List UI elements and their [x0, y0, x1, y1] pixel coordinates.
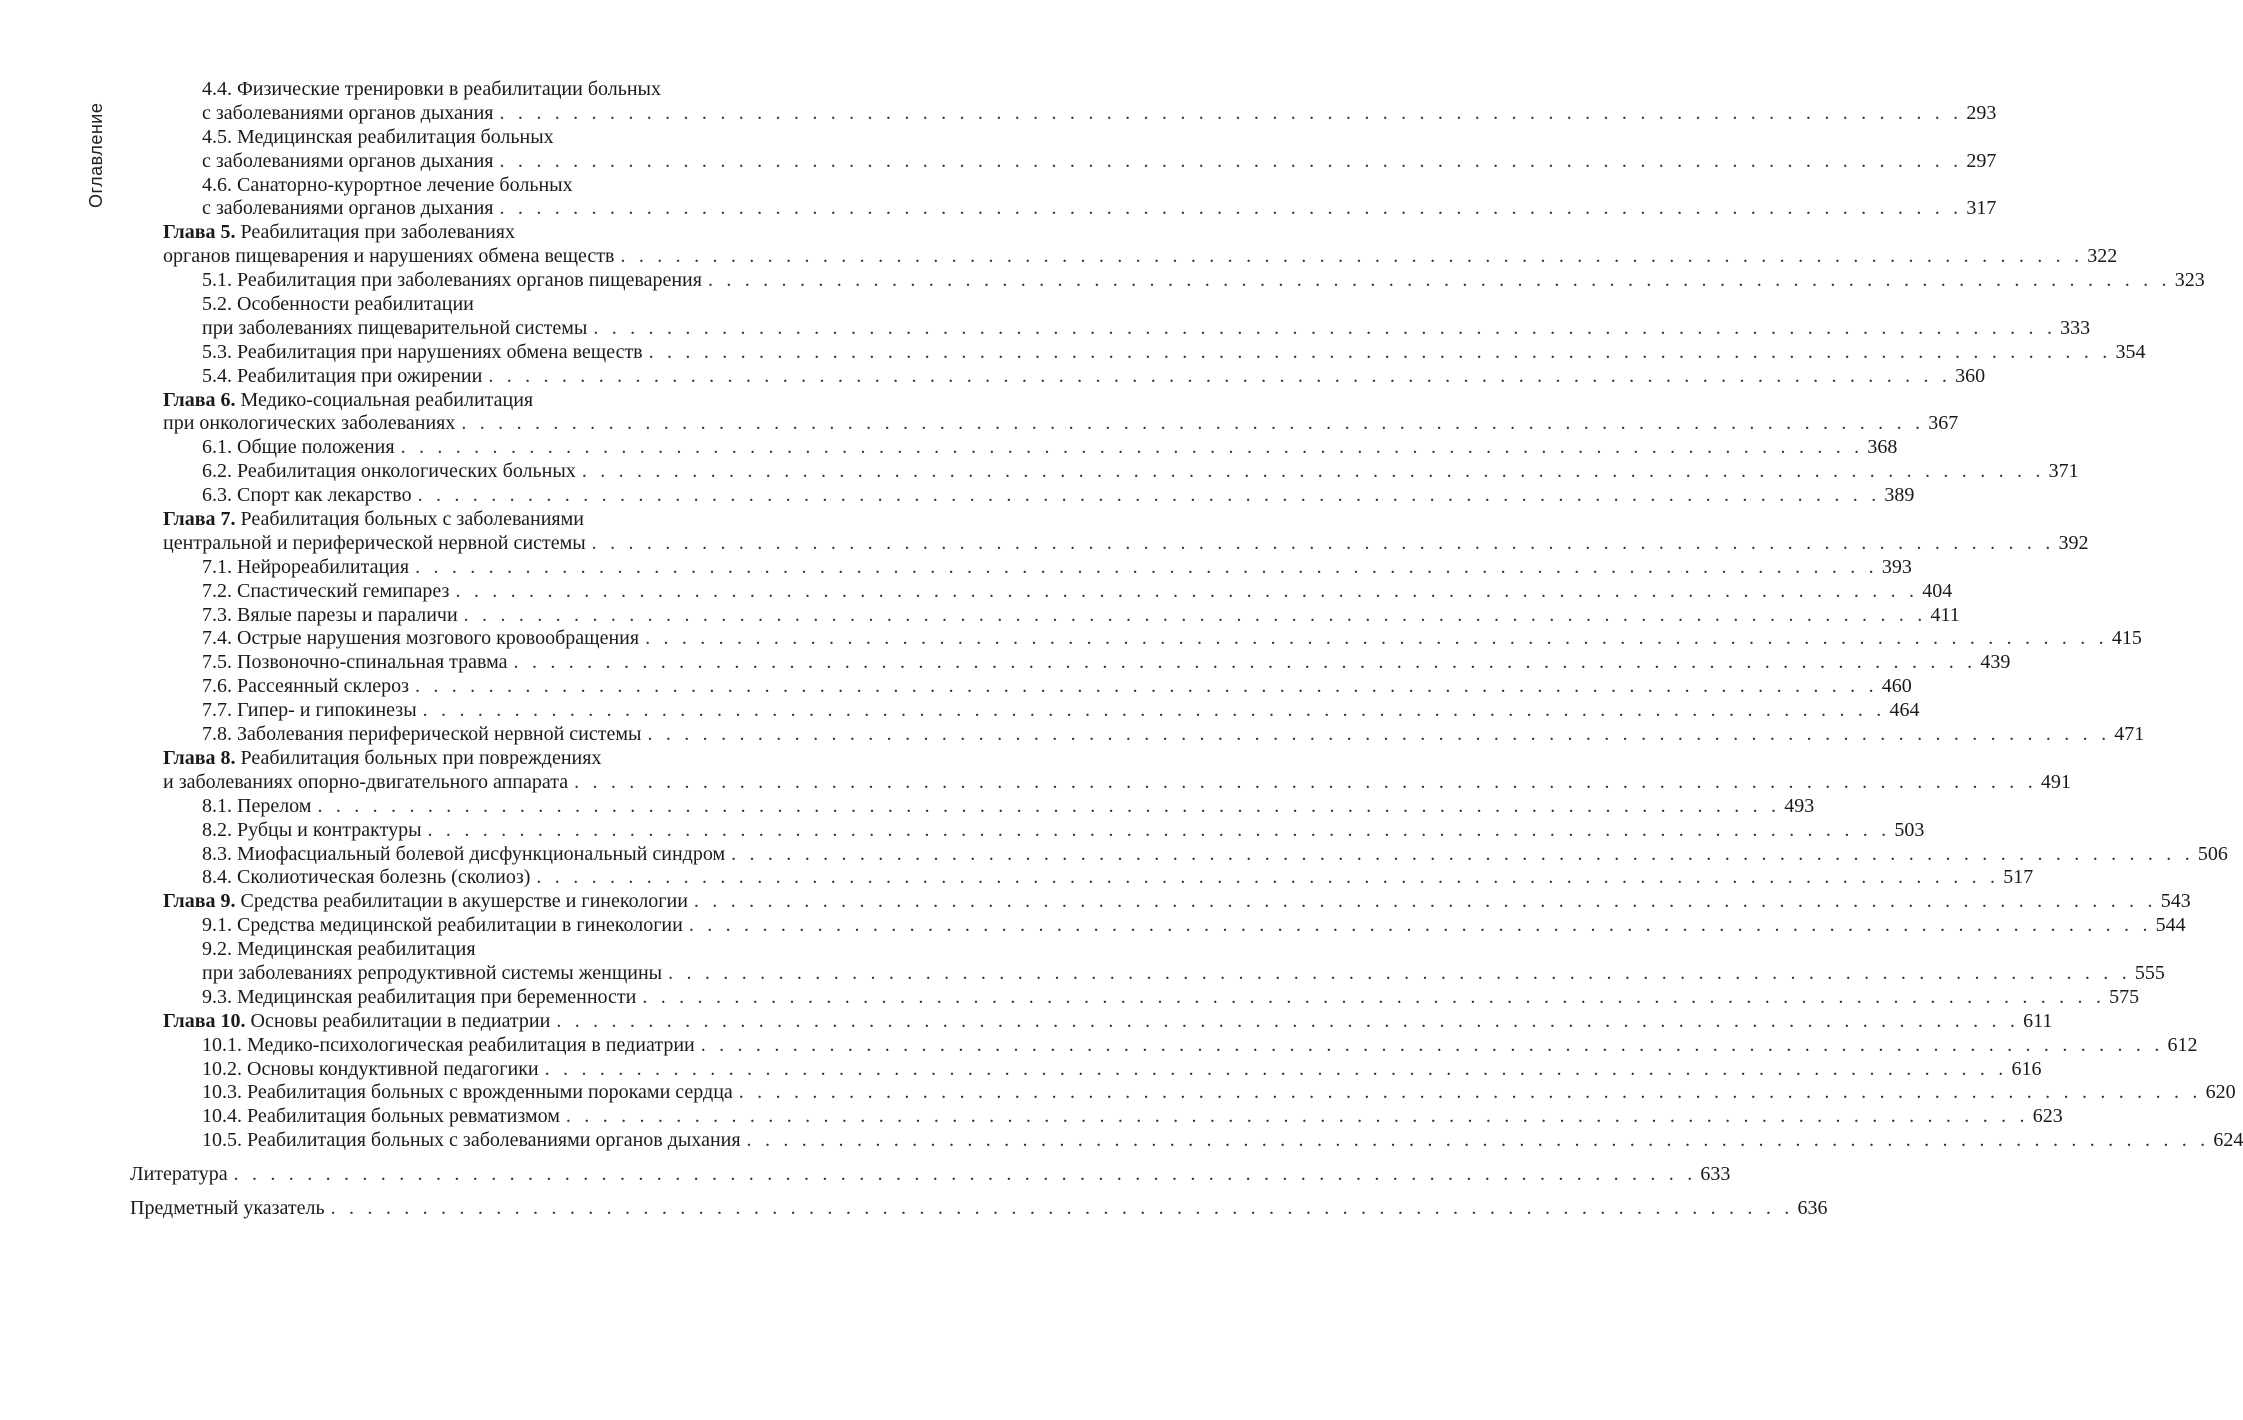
toc-entry-title: [202, 174, 573, 198]
page-number: 506: [2197, 842, 2228, 865]
toc-entry: [0, 484, 1915, 508]
toc-entry-text: при заболеваниях репродуктивной системы женщины: [202, 961, 663, 984]
toc-entry-text: Реабилитация больных с заболеваниями: [235, 508, 584, 531]
toc-entry-title: [163, 221, 515, 245]
toc-entry-text: 4.4. Физические тренировки в реабилитации больных: [202, 78, 661, 100]
leader-dots: . . . . . . . . . . . . . . . . . . . . . . . . . . . . . . . . . . . . . . . . . . . . . . . . . . . . . . . . . . . . . . . . . . . . . . . . . . . . . . . .: [593, 316, 2057, 339]
toc-entry-text: 7.6. Рассеянный склероз: [202, 675, 409, 698]
toc-entry-text: 7.2. Спастический гемипарез: [202, 579, 450, 602]
toc-entry: [0, 699, 1920, 723]
toc-entry-title: [202, 197, 494, 221]
leader-dots: . . . . . . . . . . . . . . . . . . . . . . . . . . . . . . . . . . . . . . . . . . . . . . . . . . . . . . . . . . . . . . . . . . . . . . . . . . . . . . . .: [620, 245, 2084, 268]
page-number: 323: [2174, 269, 2205, 292]
toc-entry: [0, 531, 2089, 556]
toc-entry: [0, 1196, 1828, 1221]
leader-dots: . . . . . . . . . . . . . . . . . . . . . . . . . . . . . . . . . . . . . . . . . . . . . . . . . . . . . . . . . . . . . . . . . . . . . . . . . . . . . . . .: [488, 364, 1952, 387]
page-number: 415: [2111, 627, 2142, 650]
toc-entry-text: 8.4. Сколиотическая болезнь (сколиоз): [202, 866, 531, 889]
toc-entry-text: 6.2. Реабилитация онкологических больных: [202, 460, 576, 483]
toc-entry-title: [163, 890, 688, 914]
leader-dots: . . . . . . . . . . . . . . . . . . . . . . . . . . . . . . . . . . . . . . . . . . . . . . . . . . . . . . . . . . . . . . . . . . . . . . . . . . . . . . . .: [688, 914, 2152, 937]
toc-entry: [0, 1163, 1731, 1187]
toc-entry-text: при онкологических заболеваниях: [163, 412, 456, 435]
toc-entry-text: 4.5. Медицинская реабилитация больных: [202, 125, 554, 148]
toc-entry: [0, 794, 1815, 819]
leader-dots: . . . . . . . . . . . . . . . . . . . . . . . . . . . . . . . . . . . . . . . . . . . . . . . . . . . . . . . . . . . . . . . . . . . . . . . . . . . . . . . .: [400, 436, 1864, 459]
toc-entry: [0, 1081, 2236, 1105]
page-number: 543: [2160, 890, 2191, 913]
page-number: 620: [2205, 1081, 2236, 1104]
page-number: 623: [2032, 1105, 2063, 1128]
toc-entry-title: [202, 1105, 560, 1129]
leader-dots: . . . . . . . . . . . . . . . . . . . . . . . . . . . . . . . . . . . . . . . . . . . . . . . . . . . . . . . . . . . . . . . . . . . . . . . . . . . . . . . .: [422, 699, 1886, 722]
toc-entry-text: 9.2. Медицинская реабилитация: [202, 938, 476, 961]
leader-dots: . . . . . . . . . . . . . . . . . . . . . . . . . . . . . . . . . . . . . . . . . . . . . . . . . . . . . . . . . . . . . . . . . . . . . . . . . . . . . . . .: [556, 1009, 2020, 1032]
leader-dots: . . . . . . . . . . . . . . . . . . . . . . . . . . . . . . . . . . . . . . . . . . . . . . . . . . . . . . . . . . . . . . . . . . . . . . . . . . . . . . . .: [565, 1105, 2029, 1128]
page-number: 555: [2134, 961, 2165, 984]
toc-entry-text: с заболеваниями органов дыхания: [202, 197, 494, 220]
page-number: 491: [2040, 770, 2071, 793]
page-number: 389: [1884, 484, 1915, 507]
toc-entry-text: 8.3. Миофасциальный болевой дисфункциональный синдром: [202, 842, 726, 865]
toc-entry-title: [202, 819, 422, 843]
page-number: 439: [1980, 651, 2011, 674]
toc-entry: [0, 78, 1000, 102]
toc-entry-title: [202, 365, 482, 389]
page-number: 371: [2048, 460, 2079, 483]
page-number: 624: [2213, 1129, 2243, 1152]
toc-entry-title: [202, 1129, 741, 1153]
toc-entry-text: с заболеваниями органов дыхания: [202, 149, 494, 172]
page-number: 633: [1700, 1163, 1731, 1186]
toc-entry: [0, 770, 2071, 795]
leader-dots: . . . . . . . . . . . . . . . . . . . . . . . . . . . . . . . . . . . . . . . . . . . . . . . . . . . . . . . . . . . . . . . . . . . . . . . . . . . . . . . .: [233, 1163, 1697, 1186]
chapter-label: Глава 5.: [163, 221, 236, 244]
leader-dots: . . . . . . . . . . . . . . . . . . . . . . . . . . . . . . . . . . . . . . . . . . . . . . . . . . . . . . . . . . . . . . . . . . . . . . . . . . . . . . . .: [581, 460, 2045, 483]
toc-entry: [0, 1105, 2063, 1129]
toc-entry-text: Реабилитация при заболеваниях: [235, 221, 516, 244]
toc-entry-title: [202, 1081, 733, 1105]
toc-entry: [0, 890, 2191, 914]
page-number: 297: [1966, 149, 1997, 172]
toc-entry: [0, 364, 1986, 389]
leader-dots: . . . . . . . . . . . . . . . . . . . . . . . . . . . . . . . . . . . . . . . . . . . . . . . . . . . . . . . . . . . . . . . . . . . . . . . . . . . . . . . .: [746, 1129, 2210, 1152]
toc-entry: [0, 985, 2140, 1010]
toc-entry: [0, 1129, 2243, 1153]
toc-entry-title: [163, 747, 601, 771]
toc-entry-title: [202, 675, 409, 699]
toc-entry-title: [202, 150, 494, 174]
toc-entry-title: [202, 1034, 695, 1058]
toc-entry: [0, 340, 2146, 365]
toc-entry-title: [202, 723, 641, 747]
toc-entry-text: органов пищеварения и нарушениях обмена веществ: [163, 245, 615, 268]
toc-entry-text: 10.4. Реабилитация больных ревматизмом: [202, 1105, 560, 1128]
toc-entry-text: 6.1. Общие положения: [202, 436, 395, 459]
toc-entry-title: [163, 771, 568, 795]
toc-entry-text: Медико-социальная реабилитация: [235, 388, 534, 411]
toc-entry-title: [202, 341, 643, 365]
toc-entry: [0, 818, 1925, 843]
toc-entry-title: [202, 1058, 539, 1082]
toc-entry-text: Реабилитация больных при повреждениях: [235, 746, 602, 769]
leader-dots: . . . . . . . . . . . . . . . . . . . . . . . . . . . . . . . . . . . . . . . . . . . . . . . . . . . . . . . . . . . . . . . . . . . . . . . . . . . . . . . .: [738, 1081, 2202, 1104]
toc-entry-text: 9.3. Медицинская реабилитация при беременности: [202, 985, 637, 1008]
toc-entry: [0, 412, 1959, 436]
toc-entry-title: [202, 651, 508, 675]
toc-entry-title: [202, 317, 587, 341]
toc-entry-text: центральной и периферической нервной системы: [163, 531, 586, 554]
leader-dots: . . . . . . . . . . . . . . . . . . . . . . . . . . . . . . . . . . . . . . . . . . . . . . . . . . . . . . . . . . . . . . . . . . . . . . . . . . . . . . . .: [513, 651, 1977, 674]
toc-entry-title: [163, 532, 586, 556]
leader-dots: . . . . . . . . . . . . . . . . . . . . . . . . . . . . . . . . . . . . . . . . . . . . . . . . . . . . . . . . . . . . . . . . . . . . . . . . . . . . . . . .: [499, 149, 1963, 172]
chapter-label: Глава 7.: [163, 508, 236, 531]
page-number: 404: [1922, 579, 1953, 602]
toc-entry: [0, 101, 1997, 126]
leader-dots: . . . . . . . . . . . . . . . . . . . . . . . . . . . . . . . . . . . . . . . . . . . . . . . . . . . . . . . . . . . . . . . . . . . . . . . . . . . . . . . .: [707, 269, 2171, 292]
table-of-contents: [0, 78, 2243, 1221]
page-number: 392: [2058, 531, 2089, 554]
toc-entry-text: Основы реабилитации в педиатрии: [245, 1009, 551, 1032]
toc-entry-title: [130, 1197, 325, 1221]
toc-entry-text: 5.3. Реабилитация при нарушениях обмена веществ: [202, 340, 643, 363]
leader-dots: . . . . . . . . . . . . . . . . . . . . . . . . . . . . . . . . . . . . . . . . . . . . . . . . . . . . . . . . . . . . . . . . . . . . . . . . . . . . . . . .: [417, 484, 1881, 507]
toc-entry: [0, 651, 2011, 675]
toc-entry-title: [202, 699, 417, 723]
toc-entry: [0, 938, 1000, 962]
leader-dots: . . . . . . . . . . . . . . . . . . . . . . . . . . . . . . . . . . . . . . . . . . . . . . . . . . . . . . . . . . . . . . . . . . . . . . . . . . . . . . . .: [463, 603, 1927, 626]
page-number: 611: [2023, 1009, 2053, 1032]
chapter-label: Глава 8.: [163, 746, 236, 769]
toc-entry: [0, 1033, 2198, 1058]
toc-entry: [0, 1009, 2053, 1034]
page-number: 471: [2114, 723, 2145, 746]
toc-entry-text: 10.2. Основы кондуктивной педагогики: [202, 1057, 539, 1080]
running-head-label: Оглавление: [86, 102, 106, 208]
toc-entry: [0, 436, 1898, 460]
toc-entry-text: Литература: [130, 1163, 228, 1186]
toc-entry-text: 10.1. Медико-психологическая реабилитация в педиатрии: [202, 1033, 695, 1056]
toc-entry-title: [202, 627, 639, 651]
toc-entry-text: Средства реабилитации в акушерстве и гинекологии: [235, 890, 688, 913]
toc-entry-text: 5.2. Особенности реабилитации: [202, 293, 474, 316]
toc-entry-title: [202, 436, 395, 460]
toc-entry: [0, 460, 2079, 484]
toc-entry-title: [202, 843, 725, 867]
leader-dots: . . . . . . . . . . . . . . . . . . . . . . . . . . . . . . . . . . . . . . . . . . . . . . . . . . . . . . . . . . . . . . . . . . . . . . . . . . . . . . . .: [330, 1196, 1794, 1219]
page-number: 464: [1889, 699, 1920, 722]
page-number: 544: [2155, 914, 2186, 937]
toc-entry-text: 7.4. Острые нарушения мозгового кровообращения: [202, 627, 640, 650]
toc-entry-title: [163, 508, 584, 532]
toc-entry: [0, 221, 1000, 245]
leader-dots: . . . . . . . . . . . . . . . . . . . . . . . . . . . . . . . . . . . . . . . . . . . . . . . . . . . . . . . . . . . . . . . . . . . . . . . . . . . . . . . .: [648, 340, 2112, 363]
leader-dots: . . . . . . . . . . . . . . . . . . . . . . . . . . . . . . . . . . . . . . . . . . . . . . . . . . . . . . . . . . . . . . . . . . . . . . . . . . . . . . . .: [415, 555, 1878, 578]
leader-dots: . . . . . . . . . . . . . . . . . . . . . . . . . . . . . . . . . . . . . . . . . . . . . . . . . . . . . . . . . . . . . . . . . . . . . . . . . . . . . . . .: [668, 961, 2131, 984]
toc-entry: [0, 555, 1912, 580]
leader-dots: . . . . . . . . . . . . . . . . . . . . . . . . . . . . . . . . . . . . . . . . . . . . . . . . . . . . . . . . . . . . . . . . . . . . . . . . . . . . . . . .: [591, 531, 2055, 554]
page-number: 517: [2003, 866, 2034, 889]
toc-entry-title: [202, 556, 409, 580]
toc-entry-text: Предметный указатель: [130, 1196, 325, 1219]
page-number: 616: [2011, 1057, 2042, 1080]
toc-entry: [0, 174, 1000, 198]
toc-entry-text: 9.1. Средства медицинской реабилитации в гинекологии: [202, 914, 683, 937]
page-number: 575: [2109, 985, 2140, 1008]
toc-entry-text: 10.5. Реабилитация больных с заболеваниями органов дыхания: [202, 1129, 741, 1152]
leader-dots: . . . . . . . . . . . . . . . . . . . . . . . . . . . . . . . . . . . . . . . . . . . . . . . . . . . . . . . . . . . . . . . . . . . . . . . . . . . . . . . .: [731, 842, 2194, 865]
toc-entry-text: 10.3. Реабилитация больных с врожденными пороками сердца: [202, 1081, 733, 1104]
leader-dots: . . . . . . . . . . . . . . . . . . . . . . . . . . . . . . . . . . . . . . . . . . . . . . . . . . . . . . . . . . . . . . . . . . . . . . . . . . . . . . . .: [455, 579, 1919, 602]
toc-entry-title: [202, 269, 702, 293]
page-number: 317: [1966, 197, 1997, 220]
page-number: 367: [1928, 412, 1959, 435]
leader-dots: . . . . . . . . . . . . . . . . . . . . . . . . . . . . . . . . . . . . . . . . . . . . . . . . . . . . . . . . . . . . . . . . . . . . . . . . . . . . . . . .: [427, 818, 1891, 841]
leader-dots: . . . . . . . . . . . . . . . . . . . . . . . . . . . . . . . . . . . . . . . . . . . . . . . . . . . . . . . . . . . . . . . . . . . . . . . . . . . . . . . .: [700, 1033, 2164, 1056]
toc-entry-title: [202, 795, 311, 819]
leader-dots: . . . . . . . . . . . . . . . . . . . . . . . . . . . . . . . . . . . . . . . . . . . . . . . . . . . . . . . . . . . . . . . . . . . . . . . . . . . . . . . .: [499, 101, 1963, 124]
toc-entry: [0, 389, 1000, 413]
toc-entry-text: и заболеваниях опорно-двигательного аппарата: [163, 770, 569, 793]
toc-entry-text: с заболеваниями органов дыхания: [202, 101, 494, 124]
leader-dots: . . . . . . . . . . . . . . . . . . . . . . . . . . . . . . . . . . . . . . . . . . . . . . . . . . . . . . . . . . . . . . . . . . . . . . . . . . . . . . . .: [574, 770, 2037, 793]
page-number: 411: [1930, 603, 1960, 626]
toc-entry-title: [202, 914, 683, 938]
toc-entry: [0, 149, 1997, 174]
leader-dots: . . . . . . . . . . . . . . . . . . . . . . . . . . . . . . . . . . . . . . . . . . . . . . . . . . . . . . . . . . . . . . . . . . . . . . . . . . . . . . . .: [499, 197, 1963, 220]
toc-entry-title: [163, 245, 614, 269]
toc-entry-text: 7.3. Вялые парезы и параличи: [202, 603, 458, 626]
toc-entry: [0, 866, 2034, 890]
leader-dots: . . . . . . . . . . . . . . . . . . . . . . . . . . . . . . . . . . . . . . . . . . . . . . . . . . . . . . . . . . . . . . . . . . . . . . . . . . . . . . . .: [642, 985, 2106, 1008]
toc-entry: [0, 126, 1000, 150]
toc-entry: [0, 675, 1912, 699]
page-number: 493: [1784, 794, 1815, 817]
toc-entry-title: [202, 484, 412, 508]
toc-entry-title: [202, 293, 474, 317]
toc-entry: [0, 914, 2186, 938]
page-number: 503: [1894, 818, 1925, 841]
toc-entry-title: [130, 1163, 228, 1187]
toc-entry: [0, 961, 2165, 986]
chapter-label: Глава 10.: [163, 1009, 246, 1032]
toc-entry-title: [163, 412, 455, 436]
toc-entry-text: 6.3. Спорт как лекарство: [202, 484, 412, 507]
toc-entry: [0, 627, 2142, 651]
toc-entry: [0, 579, 1953, 604]
toc-entry-title: [202, 986, 636, 1010]
toc-entry: [0, 723, 2145, 747]
toc-entry-title: [202, 580, 449, 604]
toc-entry-text: 7.8. Заболевания периферической нервной системы: [202, 723, 642, 746]
toc-entry-title: [202, 962, 662, 986]
toc-entry: [0, 1057, 2042, 1082]
toc-entry: [0, 508, 1000, 532]
toc-entry-text: 7.7. Гипер- и гипокинезы: [202, 699, 417, 722]
page-number: 360: [1955, 364, 1986, 387]
toc-entry-title: [202, 78, 661, 102]
toc-entry-title: [202, 102, 494, 126]
toc-entry-title: [163, 1010, 550, 1034]
page-number: 393: [1881, 555, 1912, 578]
toc-entry: [0, 316, 2091, 341]
page-number: 333: [2060, 316, 2091, 339]
page-number: 460: [1881, 675, 1912, 698]
toc-entry: [0, 747, 1000, 771]
leader-dots: . . . . . . . . . . . . . . . . . . . . . . . . . . . . . . . . . . . . . . . . . . . . . . . . . . . . . . . . . . . . . . . . . . . . . . . . . . . . . . . .: [536, 866, 2000, 889]
toc-entry-title: [202, 938, 476, 962]
page-number: 293: [1966, 101, 1997, 124]
toc-entry-title: [202, 604, 458, 628]
toc-entry-text: 5.1. Реабилитация при заболеваниях органов пищеварения: [202, 269, 702, 292]
leader-dots: . . . . . . . . . . . . . . . . . . . . . . . . . . . . . . . . . . . . . . . . . . . . . . . . . . . . . . . . . . . . . . . . . . . . . . . . . . . . . . . .: [461, 412, 1925, 435]
toc-entry-text: 8.1. Перелом: [202, 794, 312, 817]
toc-entry: [0, 269, 2205, 293]
toc-entry-text: 5.4. Реабилитация при ожирении: [202, 364, 483, 387]
page-number: 368: [1867, 436, 1898, 459]
chapter-label: Глава 9.: [163, 890, 236, 913]
leader-dots: . . . . . . . . . . . . . . . . . . . . . . . . . . . . . . . . . . . . . . . . . . . . . . . . . . . . . . . . . . . . . . . . . . . . . . . . . . . . . . . .: [544, 1057, 2008, 1080]
toc-entry: [0, 245, 2118, 269]
toc-entry: [0, 603, 1960, 628]
toc-entry-text: 7.1. Нейрореабилитация: [202, 555, 410, 578]
page-number: 354: [2115, 340, 2146, 363]
toc-entry-title: [163, 389, 533, 413]
toc-entry-title: [202, 460, 576, 484]
chapter-label: Глава 6.: [163, 388, 236, 411]
leader-dots: . . . . . . . . . . . . . . . . . . . . . . . . . . . . . . . . . . . . . . . . . . . . . . . . . . . . . . . . . . . . . . . . . . . . . . . . . . . . . . . .: [693, 890, 2157, 913]
leader-dots: . . . . . . . . . . . . . . . . . . . . . . . . . . . . . . . . . . . . . . . . . . . . . . . . . . . . . . . . . . . . . . . . . . . . . . . . . . . . . . . .: [414, 675, 1878, 698]
toc-entry-text: при заболеваниях пищеварительной системы: [202, 316, 588, 339]
toc-entry: [0, 197, 1997, 221]
leader-dots: . . . . . . . . . . . . . . . . . . . . . . . . . . . . . . . . . . . . . . . . . . . . . . . . . . . . . . . . . . . . . . . . . . . . . . . . . . . . . . . .: [645, 627, 2108, 650]
toc-entry: [0, 293, 1000, 317]
toc-entry-title: [202, 126, 554, 150]
toc-entry-title: [202, 866, 530, 890]
leader-dots: . . . . . . . . . . . . . . . . . . . . . . . . . . . . . . . . . . . . . . . . . . . . . . . . . . . . . . . . . . . . . . . . . . . . . . . . . . . . . . . .: [317, 794, 1781, 817]
page-number: 612: [2167, 1033, 2198, 1056]
leader-dots: . . . . . . . . . . . . . . . . . . . . . . . . . . . . . . . . . . . . . . . . . . . . . . . . . . . . . . . . . . . . . . . . . . . . . . . . . . . . . . . .: [647, 723, 2111, 746]
toc-entry-text: 4.6. Санаторно-курортное лечение больных: [202, 173, 573, 196]
toc-entry-text: 7.5. Позвоночно-спинальная травма: [202, 651, 508, 674]
page-number: 636: [1797, 1196, 1828, 1219]
page-number: 322: [2087, 245, 2118, 268]
toc-entry: [0, 842, 2228, 867]
toc-entry-text: 8.2. Рубцы и контрактуры: [202, 818, 422, 841]
